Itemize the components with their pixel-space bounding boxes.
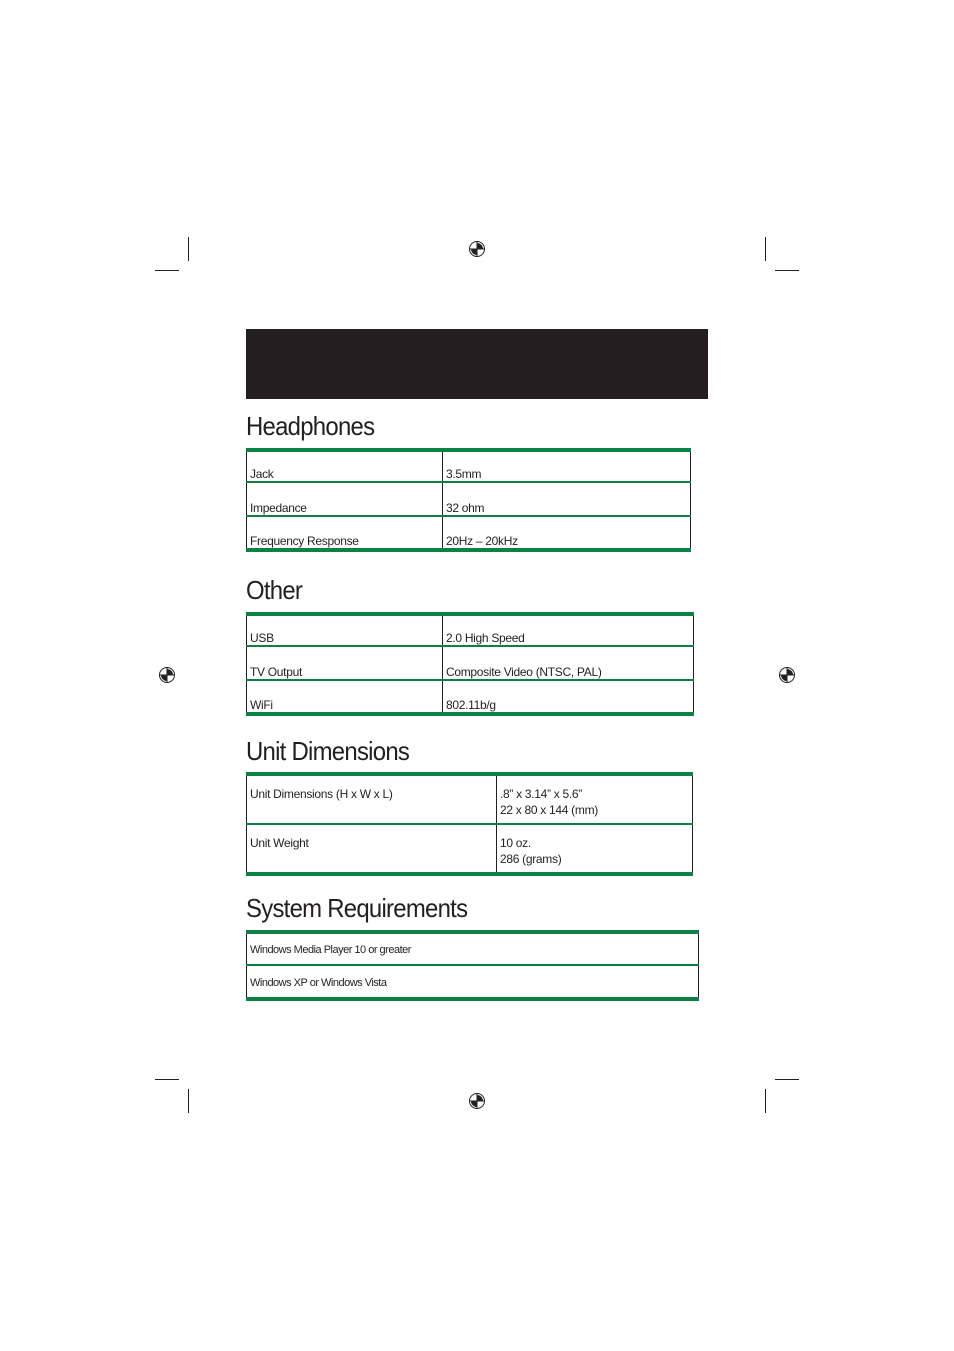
spec-label: Unit Weight xyxy=(247,824,497,874)
spec-value: 802.11b/g xyxy=(443,680,694,714)
spec-value-line: .8” x 3.14” x 5.6” xyxy=(500,787,582,801)
spec-value-line: 10 oz. xyxy=(500,836,531,850)
crop-mark xyxy=(155,270,179,271)
spec-value-line: 286 (grams) xyxy=(500,852,562,866)
table-row xyxy=(247,516,691,550)
spec-table-other xyxy=(246,612,694,716)
crop-mark xyxy=(188,1089,189,1113)
spec-label: Frequency Response xyxy=(247,516,443,550)
spec-value: Composite Video (NTSC, PAL) xyxy=(443,646,694,680)
spec-value: 20Hz – 20kHz xyxy=(443,516,691,550)
crop-mark xyxy=(765,1089,766,1113)
spec-label: TV Output xyxy=(247,646,443,680)
registration-mark-icon xyxy=(158,666,176,684)
spec-table-system-requirements xyxy=(246,930,699,1001)
header-banner xyxy=(246,329,708,399)
requirement-item: Windows Media Player 10 or greater xyxy=(250,944,411,956)
crop-mark xyxy=(775,1079,799,1080)
registration-mark-icon xyxy=(778,666,796,684)
spec-value: 3.5mm xyxy=(443,450,691,482)
table-row xyxy=(247,932,699,965)
spec-value: 2.0 High Speed xyxy=(443,614,694,646)
crop-mark xyxy=(765,237,766,261)
spec-table-headphones xyxy=(246,448,691,552)
table-row xyxy=(247,965,699,999)
spec-label: WiFi xyxy=(247,680,443,714)
crop-mark xyxy=(155,1079,179,1080)
spec-value xyxy=(497,824,693,874)
spec-value xyxy=(497,774,693,824)
table-row xyxy=(247,614,694,646)
table-row xyxy=(247,450,691,482)
registration-mark-icon xyxy=(468,240,486,258)
crop-mark xyxy=(775,270,799,271)
section-title-headphones: Headphones xyxy=(246,411,375,441)
section-title-unit-dimensions: Unit Dimensions xyxy=(246,736,410,766)
section-title-system-requirements: System Requirements xyxy=(246,893,468,923)
requirement-item: Windows XP or Windows Vista xyxy=(247,965,699,999)
table-row xyxy=(247,482,691,516)
section-title-other: Other xyxy=(246,575,303,605)
spec-label: Jack xyxy=(250,467,274,481)
crop-mark xyxy=(188,237,189,261)
spec-value-line: 22 x 80 x 144 (mm) xyxy=(500,803,598,817)
table-row xyxy=(247,824,693,874)
registration-mark-icon xyxy=(468,1092,486,1110)
table-row xyxy=(247,646,694,680)
spec-value: 32 ohm xyxy=(443,482,691,516)
table-row xyxy=(247,680,694,714)
spec-table-unit-dimensions xyxy=(246,772,693,876)
spec-label: Unit Dimensions (H x W x L) xyxy=(250,787,393,801)
spec-label: Impedance xyxy=(247,482,443,516)
table-row xyxy=(247,774,693,824)
spec-label: USB xyxy=(250,631,274,645)
